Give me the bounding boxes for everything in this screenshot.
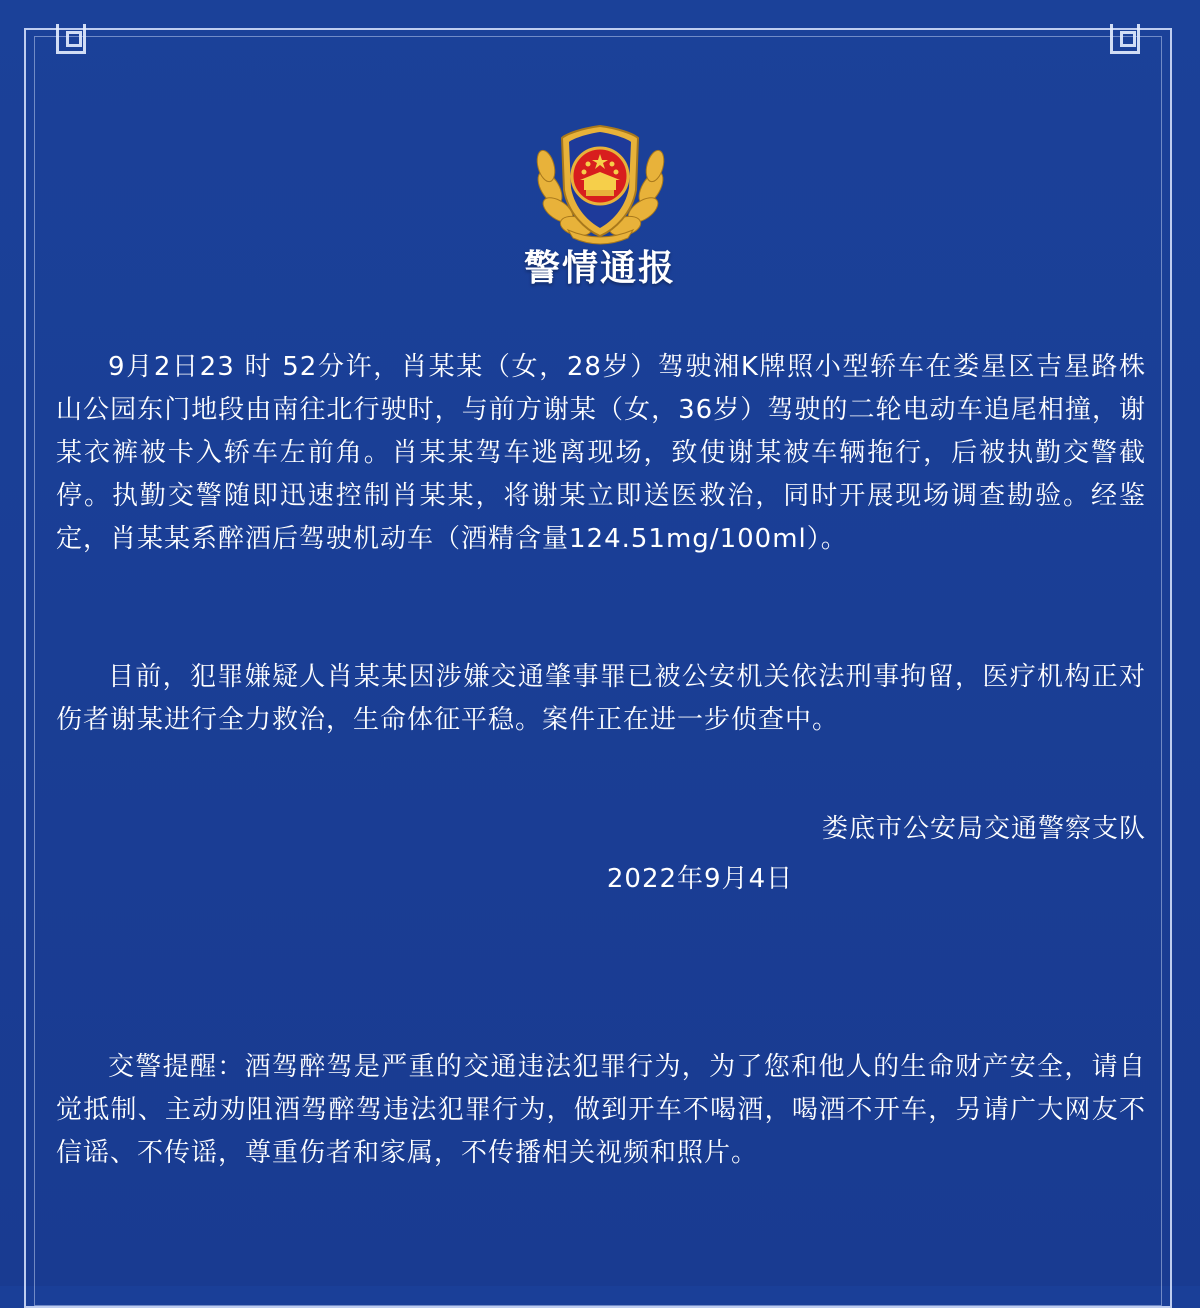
report-paragraph-reminder [56,1046,1146,1175]
paragraph-text: 9月2日23 时 52分许，肖某某（女，28岁）驾驶湘K牌照小型轿车在娄星区吉星路株山公园东门地段由南往北行驶时，与前方谢某（女，36岁）驾驶的二轮电动车追尾相撞，谢某衣裤被卡入轿车左前角。肖某某驾车逃离现场，致使谢某被车辆拖行，后被执勤交警截停。执勤交警随即迅速控制肖某某，将谢某立即送医救治，同时开展现场调查勘验。经鉴定，肖某某系醉酒后驾驶机动车（酒精含量124.51mg/100ml）。 [56,352,1146,554]
issuer-signature: 娄底市公安局交通警察支队 [821,814,1146,844]
report-paragraph-incident [56,346,1146,561]
paragraph-text: 交警提醒：酒驾醉驾是严重的交通违法犯罪行为，为了您和他人的生命财产安全，请自觉抵制、主动劝阻酒驾醉驾违法犯罪行为，做到开车不喝酒，喝酒不开车，另请广大网友不信谣、不传谣，尊重伤者和家属，不传播相关视频和照片。 [56,1052,1146,1168]
issue-date: 2022年9月4日 [606,864,794,894]
police-emblem-icon [528,118,673,248]
page-title: 警情通报 [523,248,676,289]
report-paragraph-status [56,656,1146,742]
paragraph-text: 目前，犯罪嫌疑人肖某某因涉嫌交通肇事罪已被公安机关依法刑事拘留，医疗机构正对伤者谢某进行全力救治，生命体征平稳。案件正在进一步侦查中。 [56,662,1146,735]
